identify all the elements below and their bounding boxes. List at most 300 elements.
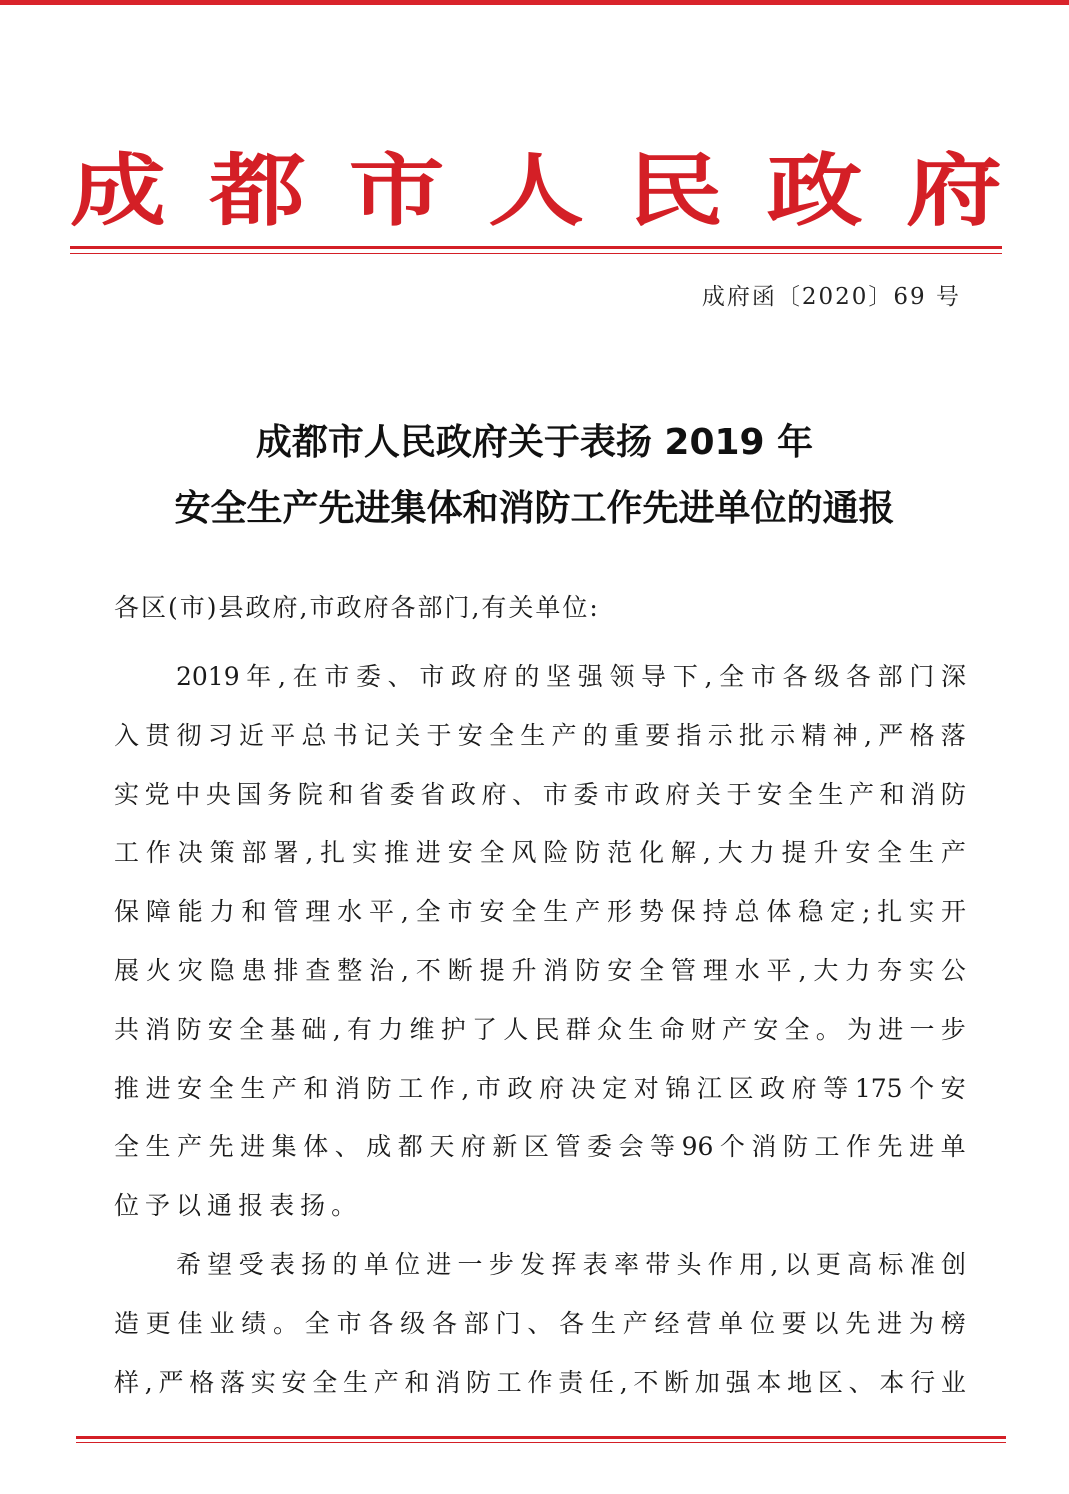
body-glyph: 榜 [940, 1308, 966, 1338]
body-glyph: 央 [205, 779, 231, 809]
body-glyph: 安 [281, 1367, 307, 1397]
body-glyph: 市 [604, 779, 630, 809]
body-glyph: 造 [114, 1308, 140, 1338]
body-glyph: 持 [702, 897, 728, 927]
body-glyph: 。 [815, 1014, 841, 1044]
body-glyph: 级 [400, 1308, 426, 1338]
body-glyph: 安 [607, 955, 633, 985]
body-glyph: 要 [781, 1308, 807, 1338]
header-char: 府 [905, 145, 1002, 237]
body-glyph: 安 [757, 779, 783, 809]
body-glyph: 大 [717, 838, 743, 868]
body-glyph: 本 [879, 1367, 905, 1397]
body-glyph: 势 [638, 897, 664, 927]
body-glyph: 市 [447, 897, 473, 927]
header-red-rule-thin [70, 253, 1002, 254]
body-glyph: 府 [791, 1073, 817, 1103]
body-glyph: 报 [238, 1191, 270, 1221]
body-glyph: 生 [590, 1308, 616, 1338]
body-line [114, 1295, 966, 1354]
body-glyph: 表 [582, 1249, 608, 1279]
body-glyph: 决 [570, 1073, 596, 1103]
body-glyph: 实 [250, 1367, 276, 1397]
body-glyph: 市 [475, 1073, 501, 1103]
body-glyph: 安 [479, 897, 505, 927]
body-glyph: 。 [331, 1191, 363, 1221]
body-line [114, 942, 966, 1001]
body-glyph: 进 [878, 1014, 904, 1044]
body-glyph: 的 [332, 1249, 358, 1279]
body-glyph: 力 [209, 897, 235, 927]
body-glyph: 营 [686, 1308, 712, 1338]
body-glyph: 作 [707, 1249, 733, 1279]
body-glyph: 指 [676, 720, 702, 750]
body-glyph: , [864, 720, 872, 750]
body-glyph: 位 [749, 1308, 775, 1338]
body-glyph: 力 [749, 838, 775, 868]
body-glyph: 基 [270, 1014, 296, 1044]
body-glyph: 断 [664, 1367, 690, 1397]
body-glyph: 进 [426, 1249, 452, 1279]
body-line [114, 1001, 966, 1060]
header-red-rule [70, 246, 1002, 249]
body-glyph: 业 [940, 1367, 966, 1397]
body-glyph: 领 [609, 662, 635, 691]
top-edge-stripe [0, 0, 1069, 5]
body-glyph: 维 [409, 1014, 435, 1044]
header-char: 市 [348, 145, 445, 237]
body-glyph: 生 [628, 1014, 654, 1044]
body-glyph: 率 [613, 1249, 639, 1279]
body-glyph: 严 [878, 720, 904, 750]
body-glyph: 防 [575, 838, 601, 868]
body-line [114, 883, 966, 942]
body-glyph: 提 [479, 955, 505, 985]
body-glyph: 患 [241, 955, 267, 985]
body-glyph: 灾 [177, 955, 203, 985]
body-glyph: 消 [335, 1073, 361, 1103]
body-line [114, 707, 966, 766]
body-glyph: 府 [539, 1073, 565, 1103]
body-glyph: 产 [940, 838, 966, 868]
body-glyph: 全 [312, 1367, 338, 1397]
body-glyph: 消 [145, 1014, 171, 1044]
body-glyph: 个 [909, 1073, 935, 1103]
body-glyph: 不 [633, 1367, 659, 1397]
body-glyph: 先 [208, 1132, 234, 1162]
body-glyph: 强 [725, 1367, 751, 1397]
body-glyph: 于 [426, 720, 452, 750]
body-glyph: 工 [398, 1073, 424, 1103]
body-glyph: 位 [394, 1249, 420, 1279]
body-glyph: 望 [207, 1249, 233, 1279]
body-glyph: 全 [304, 1308, 330, 1338]
body-glyph: , [704, 662, 713, 691]
body-glyph: 防 [465, 1367, 491, 1397]
body-glyph: 府 [665, 779, 691, 809]
body-glyph: 全 [479, 838, 505, 868]
body-glyph: 重 [614, 720, 640, 750]
body-glyph: 通 [207, 1191, 239, 1221]
body-glyph: 治 [369, 955, 395, 985]
body-glyph: 挥 [551, 1249, 577, 1279]
body-glyph: 了 [471, 1014, 497, 1044]
body-glyph: 等 [823, 1073, 849, 1103]
body-glyph: 署 [273, 838, 299, 868]
body-glyph: 保 [670, 897, 696, 927]
body-glyph: 府 [482, 662, 508, 691]
body-glyph: 本 [756, 1367, 782, 1397]
body-glyph: 实 [352, 838, 378, 868]
body-glyph: 示 [707, 720, 733, 750]
body-glyph: 导 [641, 662, 667, 691]
body-glyph: 作 [846, 1132, 872, 1162]
body-glyph: 年 [246, 662, 272, 691]
body-glyph: 命 [659, 1014, 685, 1044]
body-glyph: 消 [910, 779, 936, 809]
body-glyph: , [400, 897, 409, 927]
body-glyph: 扬 [301, 1249, 327, 1279]
body-glyph: 关 [395, 720, 421, 750]
body-glyph: 发 [520, 1249, 546, 1279]
body-glyph: 升 [511, 955, 537, 985]
body-glyph: 策 [209, 838, 235, 868]
header-char: 都 [209, 145, 306, 237]
body-glyph: 、 [387, 662, 413, 691]
body-glyph: 生 [909, 838, 935, 868]
body-glyph: 格 [909, 720, 935, 750]
body-glyph: 门 [495, 1308, 521, 1338]
body-glyph: 政 [507, 1073, 533, 1103]
body-glyph: 个 [719, 1132, 745, 1162]
body-glyph: 安 [845, 838, 871, 868]
body-glyph: 作 [527, 1367, 553, 1397]
body-line [114, 1177, 966, 1236]
body-glyph: 定 [602, 1073, 628, 1103]
body-glyph: 政 [634, 779, 660, 809]
body-glyph: 关 [695, 779, 721, 809]
body-glyph: 生 [342, 1367, 368, 1397]
body-glyph: 落 [219, 1367, 245, 1397]
body-glyph: 实 [909, 897, 935, 927]
body-glyph: 生 [240, 1073, 266, 1103]
body-glyph: 创 [940, 1249, 966, 1279]
body-glyph: 一 [457, 1249, 483, 1279]
body-glyph: 委 [389, 779, 415, 809]
body-glyph: 防 [366, 1073, 392, 1103]
body-glyph: 产 [622, 1308, 648, 1338]
body-glyph: 单 [940, 1132, 966, 1162]
body-glyph: 产 [575, 897, 601, 927]
body-glyph: 深 [940, 662, 966, 691]
body-glyph: 推 [383, 838, 409, 868]
body-glyph: 在 [292, 662, 318, 691]
body-glyph: 会 [618, 1132, 644, 1162]
body-glyph: 各 [559, 1308, 585, 1338]
body-glyph: 区 [523, 1132, 549, 1162]
body-glyph: 作 [145, 838, 171, 868]
body-glyph: 各 [845, 662, 871, 691]
body-glyph: 生 [145, 1132, 171, 1162]
body-glyph: 的 [582, 720, 608, 750]
body-glyph: 定 [830, 897, 856, 927]
body-glyph: , [305, 838, 314, 868]
body-glyph: 先 [877, 1132, 903, 1162]
footer-red-rule [76, 1436, 1006, 1439]
body-glyph: 市 [419, 662, 445, 691]
body-glyph: , [144, 1367, 153, 1397]
body-glyph: 隐 [209, 955, 235, 985]
body-glyph: 2019 [176, 662, 240, 691]
body-glyph: 国 [236, 779, 262, 809]
body-glyph: 等 [650, 1132, 676, 1162]
body-glyph: 各 [368, 1308, 394, 1338]
body-glyph: 财 [690, 1014, 716, 1044]
body-glyph: 96 [681, 1132, 714, 1162]
body-glyph: 和 [404, 1367, 430, 1397]
body-glyph: 责 [558, 1367, 584, 1397]
body-glyph: 彻 [176, 720, 202, 750]
body-glyph: 对 [633, 1073, 659, 1103]
body-glyph: , [401, 955, 409, 985]
body-glyph: 产 [721, 1014, 747, 1044]
body-glyph: 部 [463, 1308, 489, 1338]
body-glyph: 力 [845, 955, 871, 985]
body-glyph: 消 [751, 1132, 777, 1162]
body-glyph: 门 [909, 662, 935, 691]
body-glyph: 予 [145, 1191, 177, 1221]
body-glyph: 受 [238, 1249, 264, 1279]
body-glyph: 政 [760, 1073, 786, 1103]
body-glyph: 以 [813, 1308, 839, 1338]
body-glyph: 。 [272, 1308, 298, 1338]
body-glyph: 以 [784, 1249, 810, 1279]
body-glyph: 、 [512, 779, 538, 809]
body-glyph: 、 [848, 1367, 874, 1397]
body-glyph: 全 [239, 1014, 265, 1044]
footer-red-rule-thin [76, 1442, 1006, 1443]
body-glyph: 格 [189, 1367, 215, 1397]
body-glyph: 作 [429, 1073, 455, 1103]
body-glyph: 产 [849, 779, 875, 809]
body-glyph: , [702, 838, 711, 868]
body-glyph: 下 [672, 662, 698, 691]
body-glyph: 升 [813, 838, 839, 868]
body-glyph: 防 [782, 1132, 808, 1162]
body-glyph: 产 [373, 1367, 399, 1397]
body-glyph: 更 [815, 1249, 841, 1279]
body-glyph: 头 [676, 1249, 702, 1279]
body-glyph: 于 [726, 779, 752, 809]
body-glyph: 力 [378, 1014, 404, 1044]
body-glyph: 样 [114, 1367, 140, 1397]
body-line [114, 1236, 966, 1295]
issuing-authority-header [70, 136, 1002, 246]
body-glyph: 险 [543, 838, 569, 868]
body-glyph: 扎 [320, 838, 346, 868]
body-glyph: 级 [814, 662, 840, 691]
body-glyph: 生 [520, 720, 546, 750]
salutation: 各区(市)县政府,市政府各部门,有关单位: [114, 593, 600, 622]
body-glyph: 防 [176, 1014, 202, 1044]
body-glyph: 地 [787, 1367, 813, 1397]
body-glyph: 化 [639, 838, 665, 868]
body-glyph: 任 [588, 1367, 614, 1397]
body-glyph: 护 [440, 1014, 466, 1044]
body-glyph: 标 [878, 1249, 904, 1279]
body-glyph: 实 [909, 955, 935, 985]
body-glyph: 工 [114, 838, 140, 868]
body-glyph: 、 [527, 1308, 553, 1338]
body-glyph: 准 [909, 1249, 935, 1279]
body-glyph: 共 [114, 1014, 140, 1044]
body-glyph: 产 [177, 1132, 203, 1162]
body-glyph: 排 [273, 955, 299, 985]
body-glyph: 础 [301, 1014, 327, 1044]
body-glyph: 进 [240, 1132, 266, 1162]
body-glyph: 产 [551, 720, 577, 750]
body-glyph: 安 [753, 1014, 779, 1044]
body-glyph: 能 [177, 897, 203, 927]
body-glyph: 各 [431, 1308, 457, 1338]
body-glyph: 以 [176, 1191, 208, 1221]
body-glyph: , [461, 1073, 470, 1103]
body-glyph: 严 [158, 1367, 184, 1397]
body-glyph: 党 [144, 779, 170, 809]
body-glyph: 委 [355, 662, 381, 691]
body-glyph: 加 [694, 1367, 720, 1397]
body-glyph: , [798, 955, 807, 985]
document-body [114, 648, 966, 1412]
body-glyph: 全 [719, 662, 745, 691]
body-glyph: 提 [781, 838, 807, 868]
body-line [114, 1060, 966, 1119]
body-glyph: 业 [209, 1308, 235, 1338]
body-glyph: 平 [766, 955, 792, 985]
body-glyph: 安 [447, 838, 473, 868]
body-glyph: 全 [639, 955, 665, 985]
body-glyph: 查 [305, 955, 331, 985]
body-glyph: 安 [207, 1014, 233, 1044]
body-glyph: 管 [273, 897, 299, 927]
body-glyph: 带 [645, 1249, 671, 1279]
body-glyph: 和 [303, 1073, 329, 1103]
body-glyph: 单 [718, 1308, 744, 1338]
body-glyph: 要 [645, 720, 671, 750]
body-glyph: 扬 [300, 1191, 332, 1221]
body-glyph: 批 [739, 720, 765, 750]
body-glyph: 步 [940, 1014, 966, 1044]
body-glyph: ; [861, 897, 871, 927]
body-glyph: 落 [940, 720, 966, 750]
body-glyph: 各 [782, 662, 808, 691]
body-glyph: 全 [489, 720, 515, 750]
body-line [114, 766, 966, 825]
body-glyph: 稳 [798, 897, 824, 927]
body-glyph: 示 [770, 720, 796, 750]
body-glyph: 防 [940, 779, 966, 809]
body-glyph: 管 [555, 1132, 581, 1162]
body-glyph: 院 [297, 779, 323, 809]
header-char: 成 [70, 145, 166, 237]
body-glyph: 部 [877, 662, 903, 691]
body-glyph: 市 [336, 1308, 362, 1338]
body-glyph: 管 [670, 955, 696, 985]
body-glyph: 坚 [546, 662, 572, 691]
body-glyph: 安 [177, 1073, 203, 1103]
body-glyph: 新 [492, 1132, 518, 1162]
body-glyph: 表 [269, 1249, 295, 1279]
body-glyph: 强 [577, 662, 603, 691]
body-glyph: 推 [114, 1073, 140, 1103]
body-glyph: 风 [511, 838, 537, 868]
body-glyph: 理 [702, 955, 728, 985]
body-glyph: 和 [241, 897, 267, 927]
body-glyph: 绩 [241, 1308, 267, 1338]
body-glyph: 平 [270, 720, 296, 750]
body-glyph: , [332, 1014, 341, 1044]
document-title [90, 410, 979, 542]
body-glyph: 产 [271, 1073, 297, 1103]
body-glyph: 市 [750, 662, 776, 691]
body-glyph: 区 [817, 1367, 843, 1397]
document-number: 成府函〔2020〕69 号 [701, 284, 961, 310]
body-glyph: 全 [511, 897, 537, 927]
body-glyph: 范 [607, 838, 633, 868]
body-glyph: 全 [784, 1014, 810, 1044]
body-glyph: 全 [208, 1073, 234, 1103]
body-glyph: 夯 [877, 955, 903, 985]
body-glyph: 平 [369, 897, 395, 927]
body-glyph: 人 [503, 1014, 529, 1044]
body-glyph: 更 [145, 1308, 171, 1338]
body-glyph: 省 [359, 779, 385, 809]
body-glyph: 天 [429, 1132, 455, 1162]
body-glyph: 行 [910, 1367, 936, 1397]
body-glyph: 位 [114, 1191, 146, 1221]
title-line-2: 安全生产先进集体和消防工作先进单位的通报 [174, 488, 895, 529]
body-glyph: 佳 [177, 1308, 203, 1338]
body-glyph: 断 [447, 955, 473, 985]
body-glyph: 进 [909, 1132, 935, 1162]
body-glyph: 、 [334, 1132, 360, 1162]
body-glyph: 理 [305, 897, 331, 927]
body-glyph: 为 [846, 1014, 872, 1044]
body-glyph: 生 [543, 897, 569, 927]
header-char: 民 [627, 145, 724, 237]
body-glyph: 府 [460, 1132, 486, 1162]
body-glyph: 全 [415, 897, 441, 927]
header-char: 政 [766, 145, 863, 237]
body-glyph: 精 [801, 720, 827, 750]
body-glyph: 开 [940, 897, 966, 927]
body-glyph: 扎 [877, 897, 903, 927]
body-glyph: 生 [818, 779, 844, 809]
body-glyph: 大 [813, 955, 839, 985]
body-glyph: 委 [573, 779, 599, 809]
body-glyph: 火 [145, 955, 171, 985]
body-glyph: 江 [696, 1073, 722, 1103]
body-glyph: 不 [415, 955, 441, 985]
body-glyph: 整 [337, 955, 363, 985]
body-glyph: 进 [145, 1073, 171, 1103]
body-glyph: 锦 [665, 1073, 691, 1103]
body-glyph: 市 [324, 662, 350, 691]
body-glyph: 民 [534, 1014, 560, 1044]
body-glyph: 区 [728, 1073, 754, 1103]
body-glyph: 步 [488, 1249, 514, 1279]
body-glyph: 用 [739, 1249, 765, 1279]
